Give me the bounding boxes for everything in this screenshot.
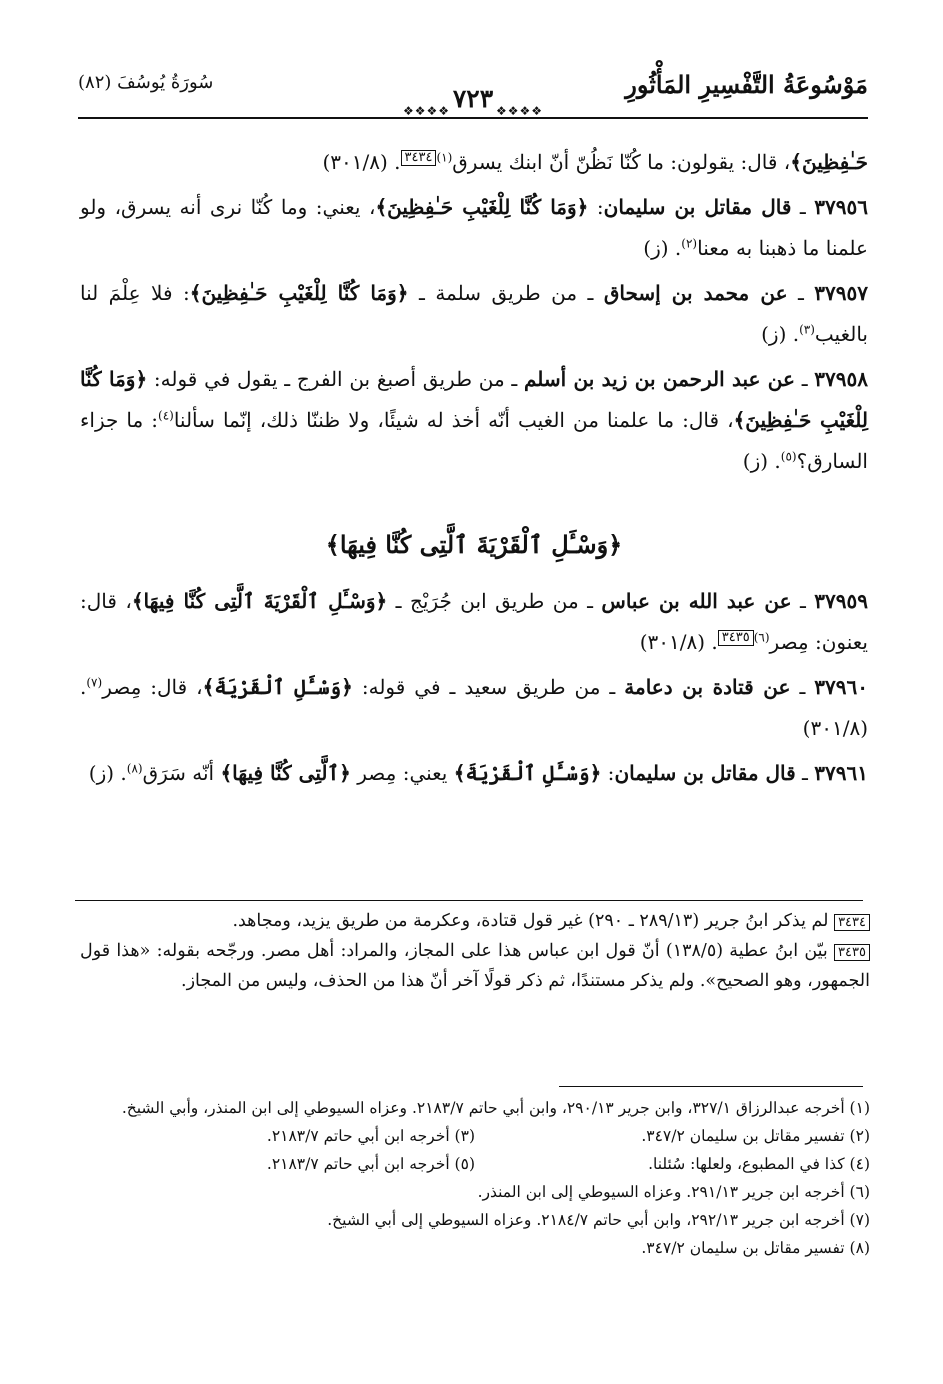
narration-text: ، قال: ما علمنا من الغيب أنّه أخذ له شيئًا، ولا ظننّا ذلك، إنّما سألنا (173, 408, 734, 432)
narrator-name: عن عبد الله بن عباس (601, 589, 792, 613)
footnote: (٣) أخرجه ابن أبي حاتم ٧/‏٢١٨٣. (266, 1127, 475, 1145)
ornament-icon: ❖❖❖❖ (495, 104, 543, 118)
comments-rule (75, 900, 863, 901)
narration-text: : فلا عِلْمَ لنا بالغيب (80, 281, 868, 346)
narration-paragraph: ٣٧٩٥٦ ـ قال مقاتل بن سليمان: ﴿وَمَا كُنَّا لِلْغَيْبِ حَـٰفِظِينَ﴾، يعني: وما كُنّا نرى أنه يسرق، ولو علمنا ما ذهبنا به معنا$^{(٢)}$. (ز) (80, 195, 868, 260)
footnote: (٧) أخرجه ابن جرير ١٣/‏٢٩٢، وابن أبي حاتم ٧/‏٢١٨٤. وعزاه السيوطي إلى أبي الشيخ. (327, 1211, 870, 1229)
narration-paragraph (80, 142, 868, 183)
source-ref: . (ز) (761, 322, 800, 346)
narration-paragraph: ٣٧٩٦١ ـ قال مقاتل بن سليمان: ﴿وَسْـَٔلِ ٱلْقَرْيَةَ﴾ يعني: مِصر ﴿ٱلَّتِى كُنَّا فِيهَا﴾ أنّه سَرَق$^{(٨)}$. (ز) (88, 761, 868, 785)
narration-text: ، قال: يعنون: مِصر (80, 589, 868, 654)
narration-paragraph: ٣٧٩٥٨ ـ عن عبد الرحمن بن زيد بن أسلم ـ من طريق أصبغ بن الفرج ـ يقول في قوله: ﴿وَمَا كُنَّا لِلْغَيْبِ حَـٰفِظِينَ﴾، قال: ما علمنا من الغيب أنّه أخذ له شيئًا، ولا ظننّا ذلك، إنّما سألنا$^{(٤)}$: ما جزاء السارق؟$^{(٥)}$. (ز) (80, 367, 869, 473)
comment-number-box: ٣٤٣٥ (834, 944, 870, 961)
footnote-ref: (١) (436, 150, 453, 165)
commentary-note (80, 906, 870, 936)
narration-text: ، يعني: وما كُنّا نرى أنه يسرق، ولو علمنا ما ذهبنا به معنا (80, 195, 868, 260)
footnote-ref: (٣) (799, 322, 815, 337)
narrator-name: عن محمد بن إسحاق (603, 281, 788, 305)
quran-quote: ﴿وَمَا كُنَّا لِلْغَيْبِ حَـٰفِظِينَ﴾ (189, 281, 409, 305)
source-ref: . (ز) (88, 761, 127, 785)
ornament-icon: ❖❖❖❖ (403, 104, 451, 118)
narration-text: أنّه سَرَق (142, 761, 221, 785)
narration-paragraph: ٣٧٩٦٠ ـ عن قتادة بن دعامة ـ من طريق سعيد ـ في قوله: ﴿وَسْـَٔلِ ٱلْقَرْيَةَ﴾، قال: مِصر$^{(٧)}$. (٨/‏٣٠١) (80, 675, 869, 740)
comment-ref-box: ٣٤٣٥ (718, 630, 754, 646)
quran-quote: ﴿وَمَا كُنَّا لِلْغَيْبِ حَـٰفِظِينَ﴾ (375, 195, 589, 219)
narration-number: ٣٧٩٦١ (814, 761, 868, 785)
footnote-ref: (٢) (681, 236, 698, 251)
quran-quote: حَـٰفِظِينَ﴾ (790, 150, 868, 174)
narrator-name: عن عبد الرحمن بن زيد بن أسلم (523, 367, 795, 391)
narration-paragraph: ٣٧٩٥٩ ـ عن عبد الله بن عباس ـ من طريق ابن جُرَيْج ـ ﴿وَسْـَٔلِ ٱلْقَرْيَةَ ٱلَّتِى كُنَّا فِيهَا﴾، قال: يعنون: مِصر$^{(٦)}$٣٤٣٥. (٨/‏٣٠١) (80, 589, 868, 654)
source-ref: . (٨/‏٣٠١) (639, 630, 718, 654)
narrator-name: قال مقاتل بن سليمان (603, 195, 792, 219)
footnote-ref: (٥) (780, 449, 797, 464)
source-ref: . (ز) (643, 236, 682, 260)
narration-number: ٣٧٩٥٩ (814, 589, 868, 613)
quran-quote: ﴿ٱلَّتِى كُنَّا فِيهَا﴾ (220, 761, 351, 785)
footnote-ref: (٨) (126, 761, 143, 776)
footnotes (80, 1094, 870, 1262)
footnote-row (80, 1150, 870, 1178)
commentary-text: لم يذكر ابنُ جرير (١٣/‏٢٨٩ ـ ٢٩٠) غير قول قتادة، وعكرمة من طريق يزيد، ومجاهد. (232, 911, 835, 931)
footnote-ref: (٦) (753, 630, 770, 645)
footnote: (٨) تفسير مقاتل بن سليمان ٢/‏٣٤٧. (641, 1239, 870, 1257)
footnotes-rule (559, 1086, 863, 1087)
narration-paragraph: ٣٧٩٥٧ ـ عن محمد بن إسحاق ـ من طريق سلمة ـ ﴿وَمَا كُنَّا لِلْغَيْبِ حَـٰفِظِينَ﴾: فلا عِلْمَ لنا بالغيب$^{(٣)}$. (ز) (80, 281, 869, 346)
narration-text: يعني: مِصر (350, 761, 454, 785)
quran-quote: ﴿وَسْـَٔلِ ٱلْقَرْيَةَ﴾ (453, 761, 602, 785)
footnote: (١) أخرجه عبدالرزاق ١/‏٣٢٧، وابن جرير ١٣/‏٢٩٠، وابن أبي حاتم ٧/‏٢١٨٣. وعزاه السيوطي إلى ابن المنذر، وأبي الشيخ. (121, 1099, 870, 1117)
footnote-row (80, 1122, 870, 1150)
source-ref: . (ز) (742, 449, 781, 473)
commentary-notes (80, 906, 870, 996)
footnote-ref: (٤) (158, 408, 174, 423)
quran-quote: ﴿وَسْـَٔلِ ٱلْقَرْيَةَ ٱلَّتِى كُنَّا فِيهَا﴾ (131, 589, 388, 613)
narration-text: : ما جزاء السارق؟ (80, 408, 868, 473)
narration-text: ـ من طريق سلمة ـ (408, 281, 604, 305)
section-heading: ﴿وَسْـَٔلِ ٱلْقَرْيَةَ ٱلَّتِى كُنَّا فِيهَا﴾ (325, 530, 623, 559)
narration-text: : (588, 195, 604, 219)
narrator-name: عن قتادة بن دعامة (624, 675, 791, 699)
narration-number: ٣٧٩٥٨ (814, 367, 869, 391)
narration-number: ٣٧٩٥٦ (814, 195, 868, 219)
page-number: ٧٢٣ (452, 84, 494, 113)
book-title: مَوْسُوعَةُ التَّفْسِيرِ المَأْثُورِ (625, 70, 868, 99)
commentary-note (80, 936, 870, 996)
narration-number: ٣٧٩٦٠ (814, 675, 869, 699)
header-rule (78, 117, 868, 119)
quran-quote: ﴿وَسْـَٔلِ ٱلْقَرْيَةَ﴾ (202, 675, 353, 699)
footnote: (٢) تفسير مقاتل بن سليمان ٢/‏٣٤٧. (641, 1127, 870, 1145)
comment-number-box: ٣٤٣٤ (834, 914, 870, 931)
source-ref: . (٨/‏٣٠١) (322, 150, 401, 174)
footnote: (٦) أخرجه ابن جرير ١٣/‏٢٩١. وعزاه السيوطي إلى ابن المنذر. (477, 1183, 870, 1201)
commentary-text: بيّن ابنُ عطية (٥/‏١٣٨) أنّ قول ابن عباس هذا على المجاز، والمراد: أهل مصر. ورجّحه بقوله: «هذا قول الجمهور، وهو الصحيح». ولم يذكر مستندًا، ثم ذكر قولًا آخر أنّ هذا من الحذف، وليس من المجاز. (80, 941, 870, 991)
surah-label: سُورَةُ يُوسُفَ (٨٢) (78, 72, 214, 93)
footnote-ref: (٧) (86, 675, 103, 690)
narration-text: ، قال: يقولون: ما كُنّا نَظُنّ أنّ ابنك يسرق (452, 150, 791, 174)
footnote: (٥) أخرجه ابن أبي حاتم ٧/‏٢١٨٣. (266, 1155, 475, 1173)
narration-text: ـ من طريق سعيد ـ في قوله: (352, 675, 625, 699)
narration-text: ـ من طريق أصبغ بن الفرج ـ يقول في قوله: (147, 367, 524, 391)
narrator-name: قال مقاتل بن سليمان (614, 761, 796, 785)
narration-number: ٣٧٩٥٧ (814, 281, 869, 305)
page-header (78, 62, 868, 122)
main-text (80, 142, 868, 798)
footnote: (٤) كذا في المطبوع، ولعلها: سُئلنا. (648, 1155, 870, 1173)
comment-ref-box: ٣٤٣٤ (401, 150, 437, 166)
quran-quote: ﴿وَمَا كُنَّا لِلْغَيْبِ حَـٰفِظِينَ﴾ (80, 367, 868, 432)
narration-text: : (601, 761, 615, 785)
narration-text: ـ من طريق ابن جُرَيْج ـ (387, 589, 602, 613)
narration-text: ، قال: مِصر (102, 675, 203, 699)
source-ref: . (٨/‏٣٠١) (80, 675, 868, 740)
